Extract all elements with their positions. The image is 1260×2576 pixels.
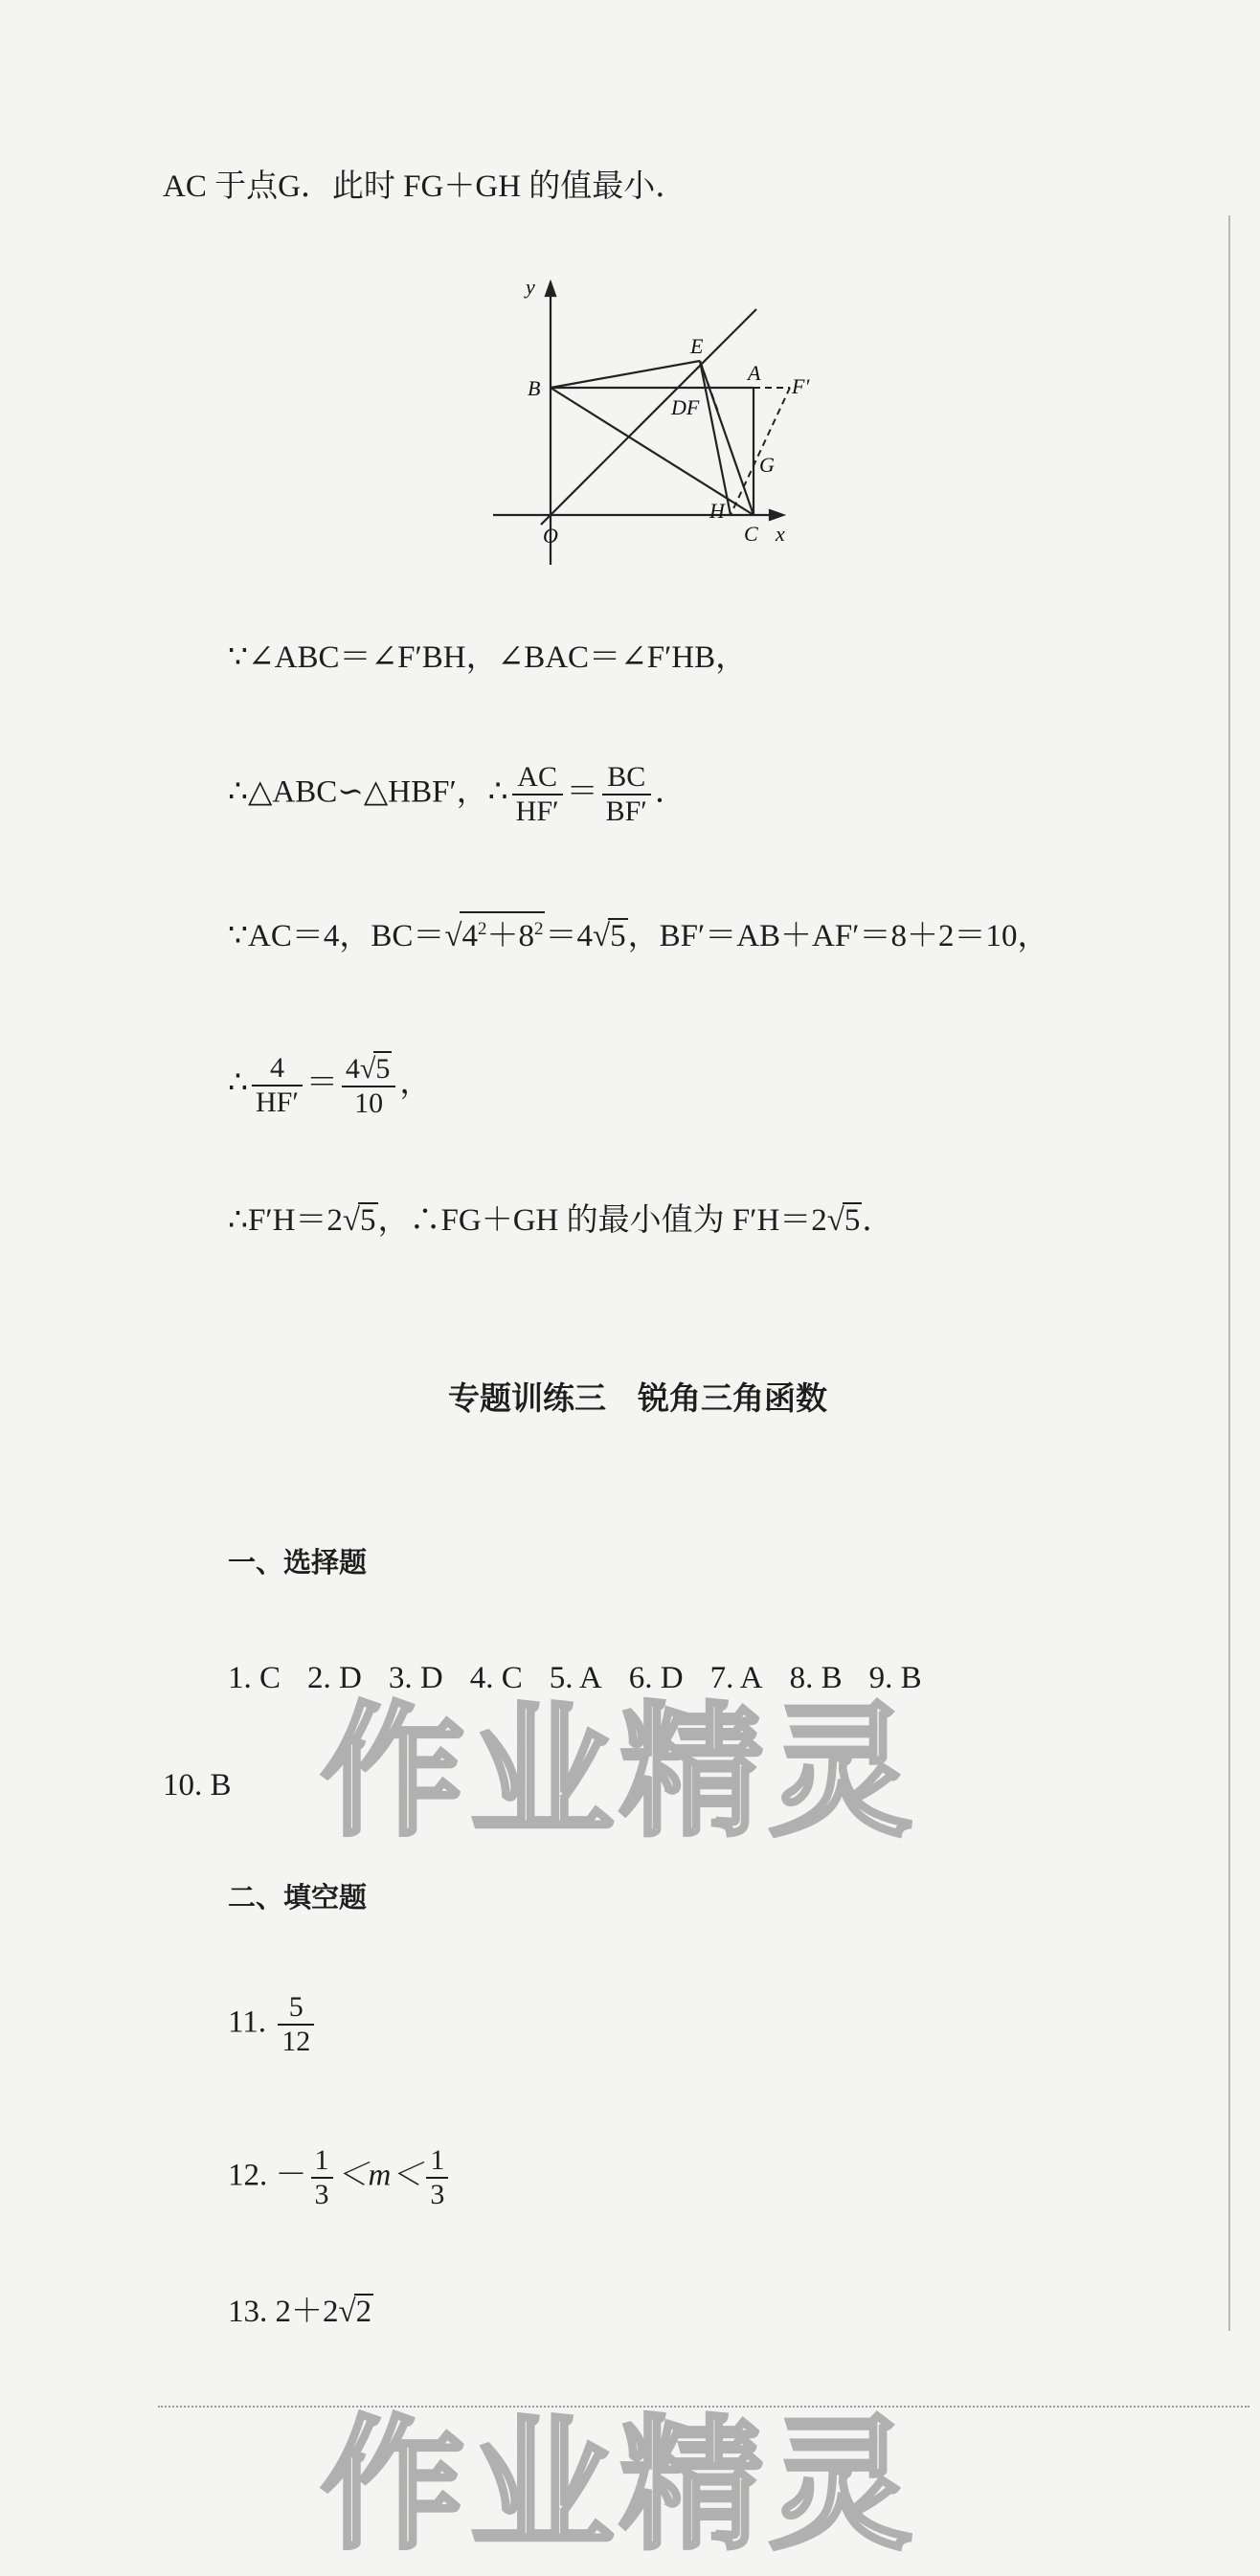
segment-BE	[551, 361, 700, 388]
fraction-AC-over-HF: $\frac{AC}{HF'}$	[512, 761, 563, 828]
solution-line-3: ∵AC＝4，$BC=√4^2+8^2=4√5$，BF′＝AB＋AF′＝8＋2＝10，	[228, 911, 1048, 955]
sqrt-4sq-plus-8sq: $4^2+8^2$	[460, 911, 545, 952]
label-O: O	[543, 524, 558, 548]
geometry-figure	[484, 273, 847, 579]
mc-answer: 4. C	[469, 1661, 523, 1695]
part2-heading: 二、填空题	[228, 1881, 368, 1914]
section-title: 专题训练三 锐角三角函数	[448, 1379, 827, 1417]
mc-answer: 2. D	[307, 1661, 362, 1695]
fraction-5-over-12: $\frac{5}{12}$	[278, 1991, 314, 2058]
solution-line-1: ∵∠ABC＝∠F′BH，∠BAC＝∠F′HB，	[228, 640, 748, 675]
mc-answer: 5. A	[549, 1661, 602, 1695]
mc-answer: 3. D	[388, 1661, 443, 1695]
label-y: y	[526, 275, 535, 299]
sqrt-5: 5	[610, 919, 626, 953]
intro-line: AC 于点G．此时 FG＋GH 的值最小．	[163, 169, 687, 204]
y-axis-arrow	[546, 282, 555, 296]
fraction-1-over-3: $\frac{1}{3}$	[311, 2144, 333, 2211]
label-x: x	[776, 522, 785, 546]
segment-BC	[551, 388, 754, 515]
label-A: A	[748, 361, 761, 385]
label-F-prime: F′	[792, 374, 810, 398]
answer-11: 11. $\frac{5}{12}$	[228, 1991, 318, 2058]
answer-12: 12. － $\frac{1}{3}$ ＜m＜ $\frac{1}{3}$	[228, 2144, 452, 2211]
solution-line-5: ∴F′H＝2√5，∴FG＋GH 的最小值为 F′H＝2√5．	[228, 1203, 894, 1238]
fraction-BC-over-BF: $\frac{BC}{BF'}$	[602, 761, 651, 828]
x-axis-arrow	[770, 510, 783, 520]
label-H: H	[709, 499, 725, 523]
label-G: G	[759, 453, 775, 477]
mc-answer: 9. B	[868, 1661, 922, 1695]
label-B: B	[528, 376, 541, 400]
mc-answer: 1. C	[228, 1661, 281, 1695]
mc-answer: 6. D	[628, 1661, 684, 1695]
mc-answer: 7. A	[709, 1661, 763, 1695]
fraction-4sqrt5-over-10: $\frac{4√5}{10}$	[342, 1051, 395, 1120]
fraction-1-over-3: $\frac{1}{3}$	[426, 2144, 448, 2211]
solution-line-4: ∴ $\frac{4}{HF'}$ ＝ $\frac{4√5}{10}$ ，	[228, 1052, 432, 1119]
mc-answer-10: 10. B	[163, 1768, 232, 1803]
label-DF: DF	[671, 395, 700, 419]
watermark: 作业精灵	[321, 2403, 919, 2569]
line2-prefix: ∴△ABC∽△HBF′，∴	[228, 774, 508, 810]
fraction-4-over-HF: $\frac{4}{HF'}$	[252, 1052, 303, 1119]
solution-line-2: ∴△ABC∽△HBF′，∴ $\frac{AC}{HF'}$ ＝ $\frac{BC}{BF'}$ ．	[228, 761, 686, 827]
mc-answer: 8. B	[789, 1661, 843, 1695]
label-C: C	[744, 522, 758, 546]
watermark: 作业精灵	[321, 1690, 919, 1856]
line-y-equals-x	[541, 309, 756, 525]
right-margin-rule	[1228, 215, 1230, 2331]
dashed-F-prime-H	[731, 388, 790, 515]
label-E: E	[690, 334, 704, 358]
answer-13: 13. 2＋2√2	[228, 2295, 372, 2329]
part1-heading: 一、选择题	[228, 1546, 368, 1579]
